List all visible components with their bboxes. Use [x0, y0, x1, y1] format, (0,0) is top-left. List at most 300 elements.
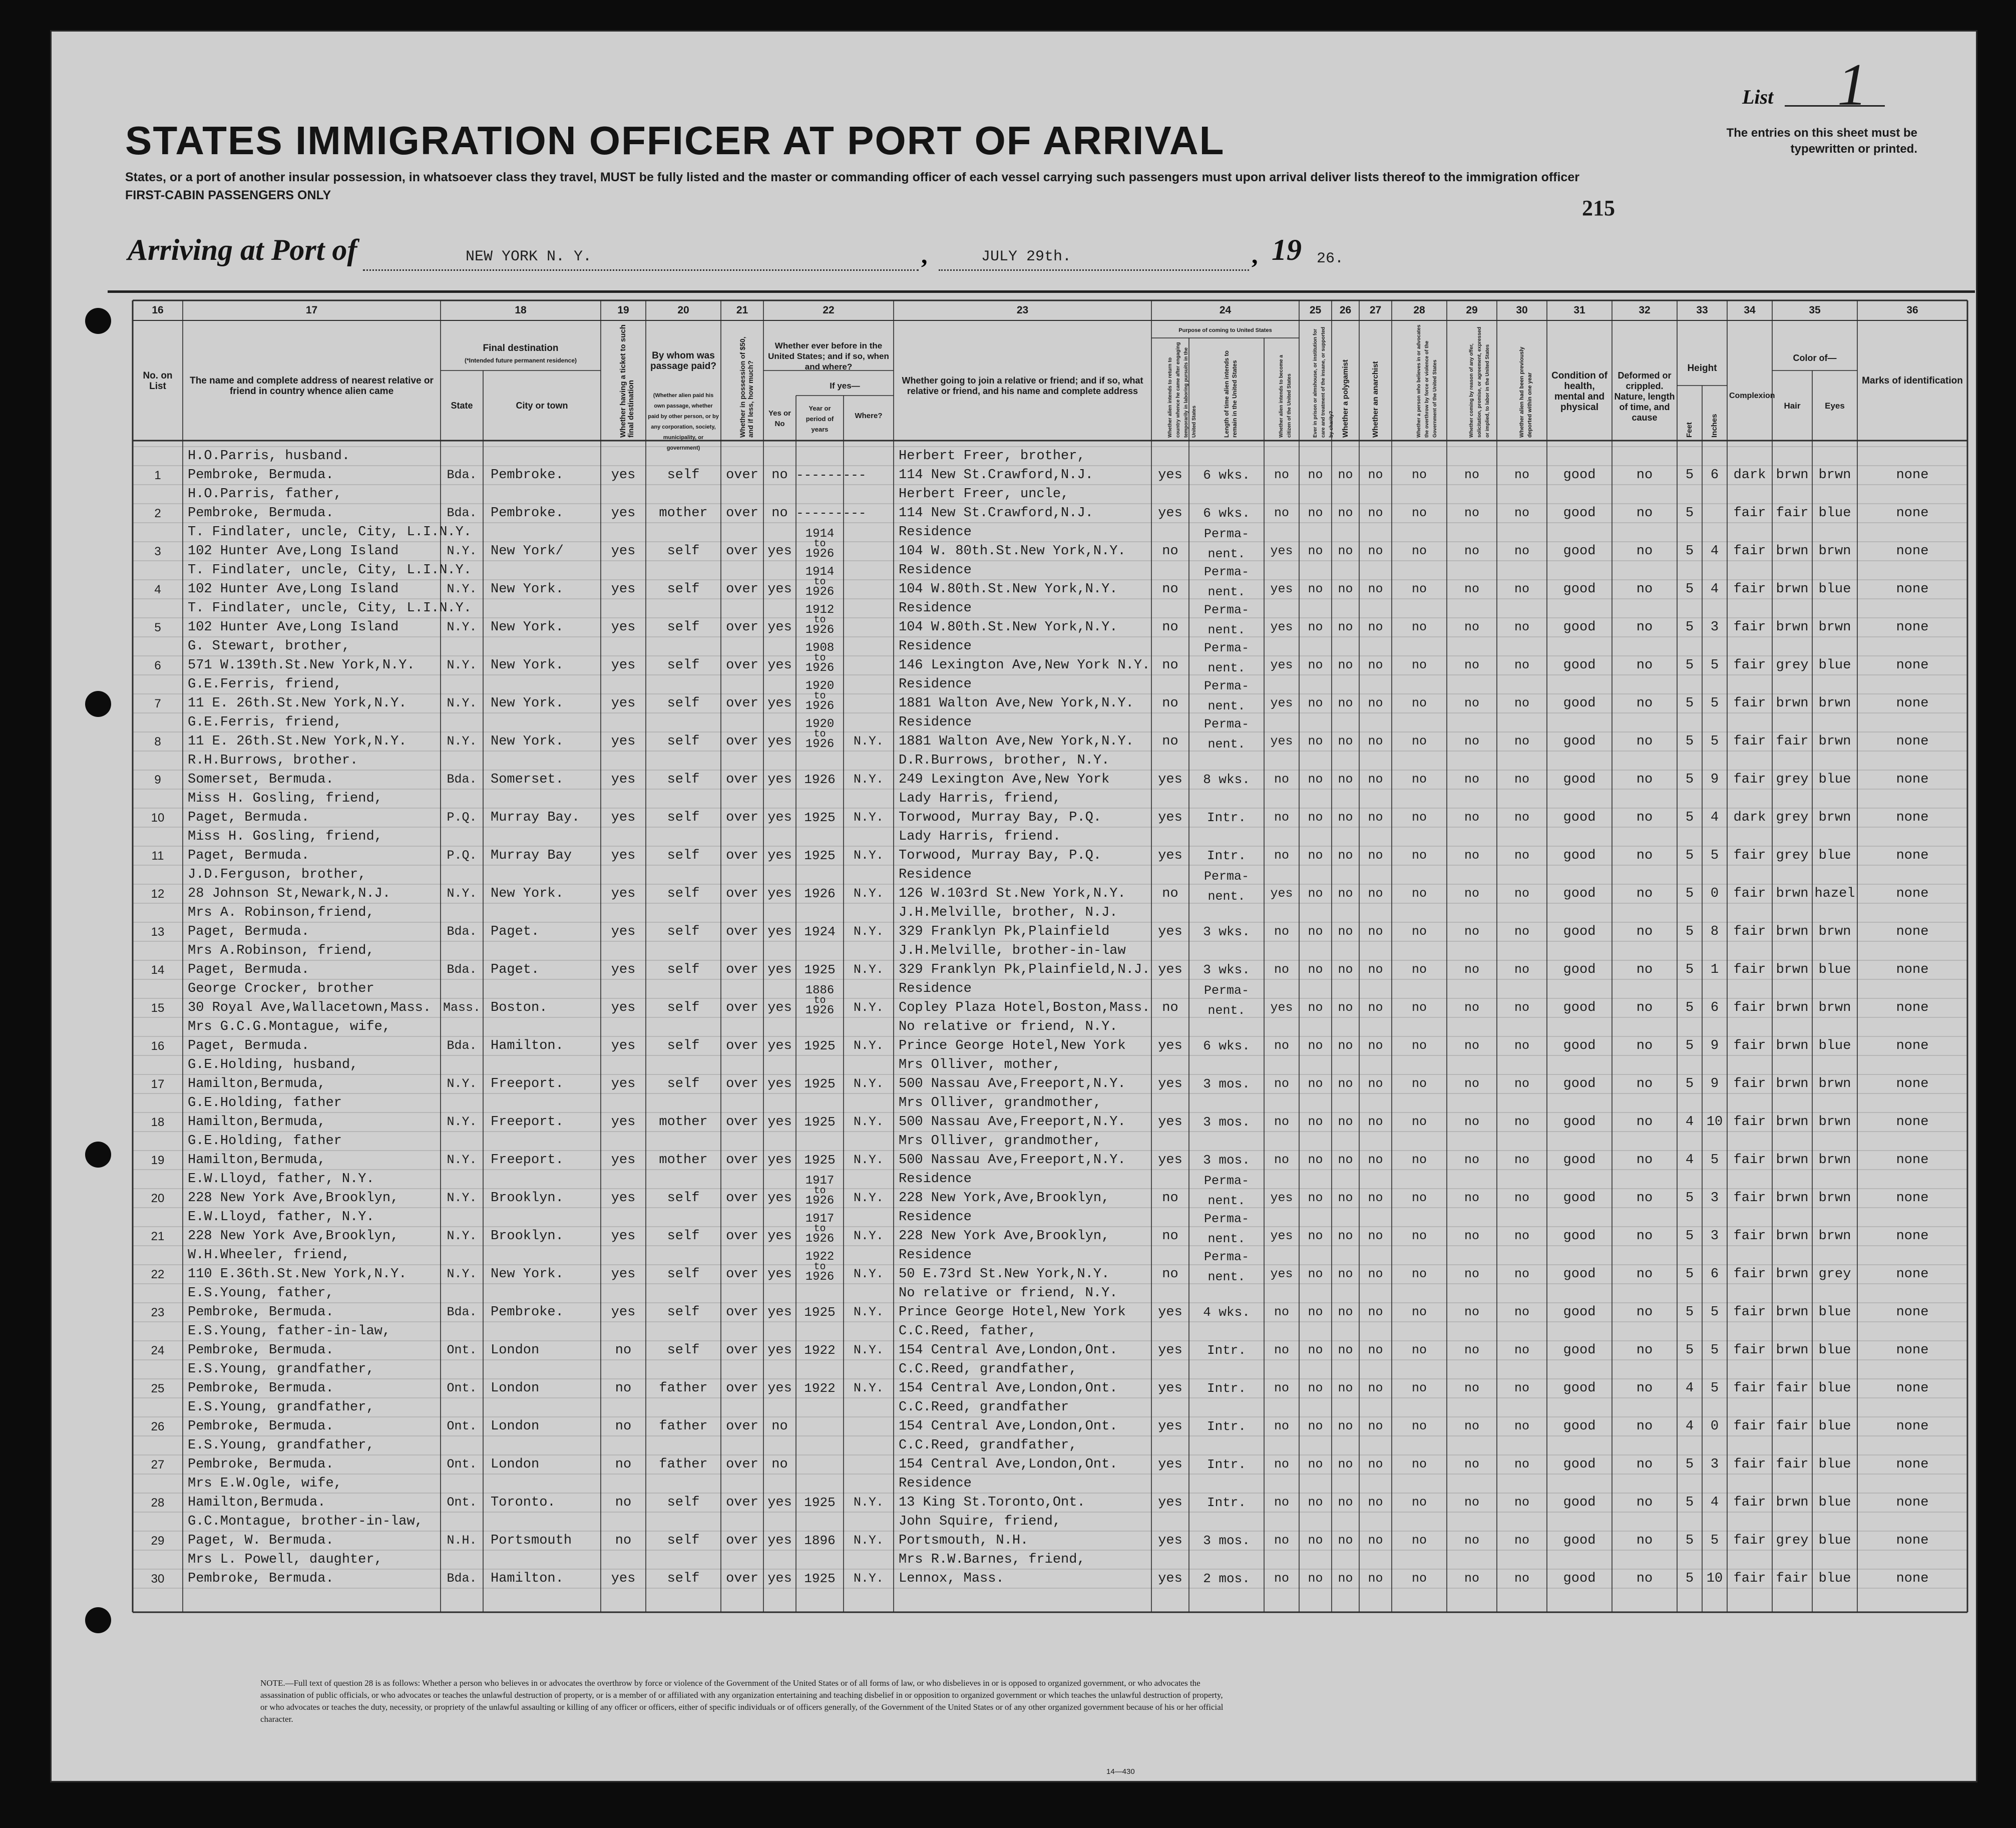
- inches-cell: 6: [1710, 1267, 1719, 1282]
- before-cell: yes: [767, 1229, 792, 1244]
- paid-by-cell: self: [667, 658, 700, 673]
- column-header: Whether an anarchist: [1371, 361, 1380, 438]
- ticket-cell: yes: [611, 924, 636, 939]
- q30-cell: no: [1514, 1495, 1529, 1510]
- column-header: Whether a polygamist: [1341, 359, 1350, 438]
- anarchist-cell: no: [1368, 734, 1383, 749]
- column-header: Whether alien had been previously deported within one year: [1519, 346, 1533, 438]
- citizen-cell: yes: [1270, 696, 1293, 710]
- return-cell: no: [1162, 620, 1178, 635]
- row-number: 9: [154, 773, 161, 787]
- hair-cell: brwn: [1776, 1115, 1809, 1130]
- join-relative-name: Residence: [899, 1210, 972, 1225]
- where-cell: N.Y.: [853, 1267, 884, 1281]
- ticket-cell: yes: [611, 1076, 636, 1091]
- feet-cell: 5: [1685, 1229, 1694, 1244]
- year-cell: 1924: [804, 924, 836, 939]
- length-cell: nent.: [1207, 547, 1246, 561]
- length-cell: nent.: [1207, 889, 1246, 904]
- year-cell: 1920: [805, 679, 835, 693]
- complexion-cell: fair: [1733, 962, 1766, 977]
- health-cell: good: [1563, 506, 1596, 521]
- paid-by-cell: self: [667, 620, 700, 635]
- hair-cell: brwn: [1776, 1000, 1809, 1015]
- citizen-cell: no: [1274, 1115, 1289, 1129]
- hair-cell: brwn: [1776, 620, 1809, 635]
- anarchist-cell: no: [1368, 1457, 1383, 1472]
- citizen-cell: no: [1274, 1343, 1289, 1357]
- column-header: Purpose of coming to United States: [1178, 327, 1272, 333]
- health-cell: good: [1563, 734, 1596, 749]
- q30-cell: no: [1514, 924, 1529, 939]
- q29-cell: no: [1464, 772, 1479, 787]
- anarchist-cell: no: [1368, 1343, 1383, 1357]
- prison-cell: no: [1308, 658, 1323, 672]
- relative-name: J.D.Ferguson, brother,: [188, 867, 366, 882]
- city-cell: New York.: [491, 620, 564, 635]
- ticket-cell: yes: [611, 886, 636, 901]
- citizen-cell: yes: [1270, 544, 1293, 558]
- relative-name: T. Findlater, uncle, City, L.I.N.Y.: [188, 601, 472, 616]
- join-relative-name: Residence: [899, 867, 972, 882]
- feet-cell: 5: [1685, 506, 1694, 521]
- length-cell: nent.: [1207, 1232, 1246, 1246]
- marks-cell: none: [1896, 696, 1929, 711]
- join-relative-address: 154 Central Ave,London,Ont.: [899, 1457, 1118, 1472]
- citizen-cell: yes: [1270, 620, 1293, 634]
- q29-cell: no: [1464, 582, 1479, 596]
- polygamist-cell: no: [1338, 1267, 1353, 1281]
- relative-address: 228 New York Ave,Brooklyn,: [188, 1229, 399, 1244]
- column-number: 17: [305, 304, 318, 316]
- q29-cell: no: [1464, 1076, 1479, 1091]
- join-relative-address: Torwood, Murray Bay, P.Q.: [899, 810, 1102, 825]
- health-cell: good: [1563, 544, 1596, 559]
- citizen-cell: yes: [1270, 734, 1293, 749]
- deformed-cell: no: [1636, 544, 1653, 559]
- q29-cell: no: [1464, 1419, 1479, 1433]
- health-cell: good: [1563, 658, 1596, 673]
- return-cell: yes: [1158, 1419, 1182, 1434]
- feet-cell: 5: [1685, 772, 1694, 787]
- state-cell: Bda.: [447, 1305, 477, 1319]
- hair-cell: brwn: [1776, 1343, 1809, 1358]
- q29-cell: no: [1464, 1533, 1479, 1548]
- marks-cell: none: [1896, 1381, 1929, 1396]
- ticket-cell: yes: [611, 544, 636, 559]
- complexion-cell: fair: [1733, 1533, 1766, 1548]
- year-cell: 1922: [804, 1343, 836, 1358]
- column-number: 24: [1219, 304, 1232, 316]
- join-relative-name: John Squire, friend,: [899, 1514, 1061, 1529]
- health-cell: good: [1563, 1495, 1596, 1510]
- join-relative-address: Portsmouth, N.H.: [899, 1533, 1029, 1548]
- paid-by-cell: self: [667, 886, 700, 901]
- q28-cell: no: [1411, 1533, 1427, 1548]
- year-cell: 1922: [804, 1381, 836, 1396]
- city-cell: Paget.: [491, 924, 540, 939]
- relative-name: G.E.Holding, father: [188, 1134, 342, 1149]
- join-relative-name: Residence: [899, 601, 972, 616]
- relative-address: 30 Royal Ave,Wallacetown,Mass.: [188, 1000, 432, 1015]
- marks-cell: none: [1896, 1571, 1929, 1586]
- relative-name: E.S.Young, grandfather,: [188, 1400, 374, 1415]
- relative-name: Mrs A.Robinson, friend,: [188, 943, 374, 958]
- city-cell: Pembroke.: [491, 506, 564, 521]
- sheet-number: 215: [1582, 196, 1615, 220]
- marks-cell: none: [1896, 924, 1929, 939]
- state-cell: N.Y.: [447, 1267, 477, 1281]
- marks-cell: none: [1896, 658, 1929, 673]
- before-cell: yes: [767, 1076, 792, 1091]
- return-cell: no: [1162, 696, 1178, 711]
- relative-name: E.S.Young, grandfather,: [188, 1362, 374, 1377]
- year-cell: 1920: [805, 717, 835, 731]
- join-relative-address: 114 New St.Crawford,N.J.: [899, 468, 1093, 483]
- relative-address: Pembroke, Bermuda.: [188, 1381, 334, 1396]
- relative-address: 11 E. 26th.St.New York,N.Y.: [188, 696, 407, 711]
- inches-cell: 4: [1710, 544, 1719, 559]
- length-cell: 3 mos.: [1203, 1153, 1250, 1168]
- year-cell: 1926: [805, 547, 835, 561]
- where-cell: N.Y.: [853, 1115, 884, 1129]
- relative-name: W.H.Wheeler, friend,: [188, 1248, 350, 1263]
- year-cell: 1926: [805, 585, 835, 599]
- return-cell: yes: [1158, 848, 1182, 863]
- marks-cell: none: [1896, 1229, 1929, 1244]
- join-relative-name: Mrs Olliver, grandmother,: [899, 1134, 1102, 1149]
- year-cell: 1926: [805, 1004, 835, 1017]
- join-relative-address: 228 New York Ave,Brooklyn,: [899, 1229, 1110, 1244]
- inches-cell: 5: [1710, 1533, 1719, 1548]
- q28-cell: no: [1411, 1038, 1427, 1053]
- complexion-cell: fair: [1733, 734, 1766, 749]
- polygamist-cell: no: [1338, 506, 1353, 520]
- ticket-cell: yes: [611, 1229, 636, 1244]
- prison-cell: no: [1308, 1267, 1323, 1281]
- fifty-cell: over: [726, 582, 758, 597]
- year-cell: 1914: [805, 565, 835, 579]
- row-number: 14: [151, 963, 165, 977]
- deformed-cell: no: [1636, 924, 1653, 939]
- hair-cell: brwn: [1776, 696, 1809, 711]
- city-cell: London: [491, 1381, 540, 1396]
- health-cell: good: [1563, 1419, 1596, 1434]
- polygamist-cell: no: [1338, 1343, 1353, 1357]
- state-cell: Ont.: [447, 1495, 477, 1510]
- length-cell: 3 mos.: [1203, 1076, 1250, 1091]
- polygamist-cell: no: [1338, 1076, 1353, 1091]
- q29-cell: no: [1464, 734, 1479, 749]
- inches-cell: 9: [1710, 1038, 1719, 1053]
- feet-cell: 5: [1685, 1533, 1694, 1548]
- fifty-cell: over: [726, 1076, 758, 1091]
- column-number: 16: [152, 304, 164, 316]
- row-number: 16: [151, 1039, 165, 1053]
- q28-cell: no: [1411, 1305, 1427, 1319]
- year-cell: to: [814, 614, 826, 626]
- q29-cell: no: [1464, 1457, 1479, 1472]
- citizen-cell: no: [1274, 772, 1289, 787]
- length-cell: Intr.: [1206, 848, 1246, 863]
- fifty-cell: over: [726, 1000, 758, 1015]
- return-cell: yes: [1158, 468, 1182, 483]
- prison-cell: no: [1308, 1191, 1323, 1205]
- inches-cell: 10: [1706, 1115, 1723, 1130]
- join-relative-address: Copley Plaza Hotel,Boston,Mass.: [899, 1000, 1150, 1015]
- column-header: Eyes: [1825, 401, 1845, 411]
- relative-address: Pembroke, Bermuda.: [188, 1419, 334, 1434]
- year-cell: 1917: [805, 1212, 835, 1226]
- before-cell: yes: [767, 1153, 792, 1168]
- state-cell: Mass.: [443, 1000, 481, 1015]
- deformed-cell: no: [1636, 810, 1653, 825]
- city-cell: London: [491, 1457, 540, 1472]
- where-cell: N.Y.: [853, 1305, 884, 1319]
- row-number: 23: [151, 1306, 165, 1319]
- polygamist-cell: no: [1338, 544, 1353, 558]
- city-cell: Freeport.: [491, 1076, 564, 1091]
- length-cell: 6 wks.: [1203, 468, 1250, 483]
- city-cell: Paget.: [491, 962, 540, 977]
- city-cell: New York.: [491, 1267, 564, 1282]
- state-cell: P.Q.: [447, 810, 477, 825]
- citizen-cell: yes: [1270, 1191, 1293, 1205]
- fifty-cell: over: [726, 506, 758, 521]
- where-cell: N.Y.: [853, 1343, 884, 1357]
- anarchist-cell: no: [1368, 962, 1383, 977]
- feet-cell: 4: [1685, 1115, 1694, 1130]
- inches-cell: 3: [1710, 1191, 1719, 1206]
- q30-cell: no: [1514, 1038, 1529, 1053]
- join-relative-address: 500 Nassau Ave,Freeport,N.Y.: [899, 1115, 1126, 1130]
- join-relative-address: 500 Nassau Ave,Freeport,N.Y.: [899, 1153, 1126, 1168]
- polygamist-cell: no: [1338, 924, 1353, 939]
- deformed-cell: no: [1636, 1038, 1653, 1053]
- paid-by-cell: self: [667, 1533, 700, 1548]
- column-number: 36: [1906, 304, 1918, 316]
- health-cell: good: [1563, 1038, 1596, 1053]
- before-cell: no: [771, 1457, 788, 1472]
- state-cell: N.Y.: [447, 886, 477, 901]
- year-cell: 1925: [804, 1153, 836, 1168]
- state-cell: Bda.: [447, 962, 477, 977]
- join-relative-name: D.R.Burrows, brother, N.Y.: [899, 753, 1110, 768]
- q30-cell: no: [1514, 886, 1529, 901]
- q28-cell: no: [1411, 1191, 1427, 1205]
- q30-cell: no: [1514, 1457, 1529, 1472]
- relative-name: T. Findlater, uncle, City, L.I.N.Y.: [188, 563, 472, 578]
- row-number: 17: [151, 1077, 165, 1091]
- where-cell: N.Y.: [853, 1381, 884, 1395]
- deformed-cell: no: [1636, 962, 1653, 977]
- return-cell: yes: [1158, 924, 1182, 939]
- row-number: 27: [151, 1458, 165, 1472]
- column-header: City or town: [516, 401, 568, 411]
- relative-name: E.W.Lloyd, father, N.Y.: [188, 1210, 374, 1225]
- where-cell: N.Y.: [853, 1229, 884, 1243]
- health-cell: good: [1563, 1571, 1596, 1586]
- marks-cell: none: [1896, 886, 1929, 901]
- relative-name: Mrs L. Powell, daughter,: [188, 1552, 382, 1567]
- q30-cell: no: [1514, 1115, 1529, 1129]
- fifty-cell: over: [726, 962, 758, 977]
- column-header: Yes or No: [768, 409, 791, 428]
- length-cell: nent.: [1207, 661, 1246, 675]
- ticket-cell: yes: [611, 1000, 636, 1015]
- paid-by-cell: self: [667, 1495, 700, 1510]
- join-relative-name: Residence: [899, 715, 972, 730]
- length-cell: nent.: [1207, 737, 1246, 752]
- anarchist-cell: no: [1368, 1076, 1383, 1091]
- state-cell: N.Y.: [447, 544, 477, 558]
- prison-cell: no: [1308, 772, 1323, 787]
- complexion-cell: fair: [1733, 506, 1766, 521]
- anarchist-cell: no: [1368, 544, 1383, 558]
- footnote: NOTE.—Full text of question 28 is as follows: Whether a person who believes in or advocates the overthrow by force or violence of the Government of the United States or of all forms of law, or who disbelieves in or is opposed to organized government, or who advocates the assassination of public officials, or who advocates or teaches the unlawful destruction of property, or is a member of or affiliated with any organization entertaining and teaching disbelief in or opposition to organized government or which teaches the unlawful destruction of property, or who advocates or teaches the duty, necessity, or propriety of the unlawful assaulting or killing of any officer or officers, either of specific individuals or of officers generally, of the Government of the United States or of any other organized government because of his or her official character.: [260, 1678, 1224, 1724]
- city-cell: Somerset.: [491, 772, 564, 787]
- citizen-cell: yes: [1270, 582, 1293, 596]
- join-relative-name: Lady Harris, friend.: [899, 829, 1061, 844]
- q28-cell: no: [1411, 1419, 1427, 1433]
- fifty-cell: over: [726, 1495, 758, 1510]
- hair-cell: fair: [1776, 734, 1809, 749]
- q29-cell: no: [1464, 696, 1479, 710]
- comma: ,: [1252, 241, 1258, 269]
- inches-cell: 10: [1706, 1571, 1723, 1586]
- relative-name: George Crocker, brother: [188, 981, 374, 996]
- q28-cell: no: [1411, 506, 1427, 520]
- deformed-cell: no: [1636, 1115, 1653, 1130]
- relative-address: Pembroke, Bermuda.: [188, 1343, 334, 1358]
- eyes-cell: brwn: [1818, 620, 1851, 635]
- city-cell: Hamilton.: [491, 1571, 564, 1586]
- hair-cell: fair: [1776, 1571, 1809, 1586]
- anarchist-cell: no: [1368, 1533, 1383, 1548]
- paid-by-cell: self: [667, 1191, 700, 1206]
- length-cell: Perma-: [1203, 1250, 1249, 1264]
- q28-cell: no: [1411, 1076, 1427, 1091]
- join-relative-name: Mrs Olliver, grandmother,: [899, 1095, 1102, 1111]
- deformed-cell: no: [1636, 1571, 1653, 1586]
- inches-cell: 5: [1710, 848, 1719, 863]
- eyes-cell: blue: [1818, 1533, 1851, 1548]
- prison-cell: no: [1308, 582, 1323, 596]
- year-cell: 1886: [805, 984, 835, 997]
- year-cell: 1926: [804, 772, 836, 787]
- year-cell: 1925: [804, 1076, 836, 1091]
- column-header: Inches: [1710, 414, 1719, 438]
- paid-by-cell: self: [667, 848, 700, 863]
- ticket-cell: no: [615, 1343, 632, 1358]
- citizen-cell: no: [1274, 848, 1289, 863]
- prison-cell: no: [1308, 1115, 1323, 1129]
- prison-cell: no: [1308, 620, 1323, 634]
- paid-by-cell: self: [667, 1076, 700, 1091]
- column-number: 28: [1413, 304, 1425, 316]
- year-cell: 1908: [805, 641, 835, 655]
- q28-cell: no: [1411, 468, 1427, 482]
- paid-by-cell: self: [667, 468, 700, 483]
- prison-cell: no: [1308, 1000, 1323, 1015]
- inches-cell: 5: [1710, 696, 1719, 711]
- ticket-cell: yes: [611, 1191, 636, 1206]
- q30-cell: no: [1514, 848, 1529, 863]
- length-cell: Perma-: [1203, 983, 1249, 998]
- before-cell: yes: [767, 696, 792, 711]
- column-header: (Whether alien paid his own passage, whether paid by other person, or by any corporation, society, municipality, or government): [648, 393, 719, 451]
- length-cell: Perma-: [1203, 641, 1249, 655]
- ticket-cell: yes: [611, 506, 636, 521]
- year-cell: to: [814, 1261, 826, 1273]
- fifty-cell: over: [726, 1533, 758, 1548]
- join-relative-name: Mrs R.W.Barnes, friend,: [899, 1552, 1085, 1567]
- before-cell: yes: [767, 1267, 792, 1282]
- paid-by-cell: mother: [659, 506, 708, 521]
- column-header: Whether alien intends to become a citizen of the United States: [1279, 354, 1292, 438]
- q28-cell: no: [1411, 1153, 1427, 1167]
- year-cell: 1926: [805, 623, 835, 637]
- length-cell: Perma-: [1203, 869, 1249, 884]
- row-number: 4: [154, 583, 161, 596]
- column-header: Length of time alien intends to remain in the United States: [1223, 350, 1238, 438]
- q29-cell: no: [1464, 886, 1479, 901]
- marks-cell: none: [1896, 772, 1929, 787]
- relative-name: E.S.Young, father,: [188, 1286, 334, 1301]
- relative-address: Hamilton,Bermuda,: [188, 1115, 326, 1130]
- eyes-cell: blue: [1818, 1419, 1851, 1434]
- marks-cell: none: [1896, 734, 1929, 749]
- marks-cell: none: [1896, 810, 1929, 825]
- relative-address: Hamilton,Bermuda.: [188, 1495, 326, 1510]
- prison-cell: no: [1308, 734, 1323, 749]
- relative-name: H.O.Parris, father,: [188, 487, 342, 502]
- health-cell: good: [1563, 772, 1596, 787]
- page-subtitle: States, or a port of another insular possession, in whatsoever class they travel, MUST be fully listed and the master or commanding officer of each vessel carrying such passengers must upon arrival deliver lists thereof to the immigration officer: [125, 170, 1579, 184]
- hair-cell: brwn: [1776, 1229, 1809, 1244]
- citizen-cell: no: [1274, 1076, 1289, 1091]
- column-number: 25: [1309, 304, 1322, 316]
- q29-cell: no: [1464, 1343, 1479, 1357]
- fifty-cell: over: [726, 1191, 758, 1206]
- relative-address: Paget, Bermuda.: [188, 962, 310, 977]
- relative-name: R.H.Burrows, brother.: [188, 753, 358, 768]
- list-label: List: [1742, 86, 1774, 108]
- join-relative-name: Herbert Freer, uncle,: [899, 487, 1069, 502]
- citizen-cell: yes: [1270, 1000, 1293, 1015]
- row-number: 15: [151, 1001, 165, 1015]
- year-cell: to: [814, 728, 826, 740]
- state-cell: Bda.: [447, 1571, 477, 1586]
- page-title: STATES IMMIGRATION OFFICER AT PORT OF ARRIVAL: [125, 118, 1225, 163]
- complexion-cell: fair: [1733, 1267, 1766, 1282]
- complexion-cell: fair: [1733, 1115, 1766, 1130]
- health-cell: good: [1563, 1533, 1596, 1548]
- join-relative-name: C.C.Reed, grandfather,: [899, 1438, 1077, 1453]
- q28-cell: no: [1411, 1115, 1427, 1129]
- join-relative-name: J.H.Melville, brother-in-law: [899, 943, 1126, 958]
- deformed-cell: no: [1636, 1419, 1653, 1434]
- inches-cell: 3: [1710, 620, 1719, 635]
- health-cell: good: [1563, 1000, 1596, 1015]
- column-header: Final destination: [483, 343, 559, 353]
- year-cell: to: [814, 1223, 826, 1235]
- marks-cell: none: [1896, 1000, 1929, 1015]
- relative-name: G.C.Montague, brother-in-law,: [188, 1514, 423, 1529]
- deformed-cell: no: [1636, 620, 1653, 635]
- complexion-cell: fair: [1733, 848, 1766, 863]
- length-cell: Intr.: [1206, 1343, 1246, 1358]
